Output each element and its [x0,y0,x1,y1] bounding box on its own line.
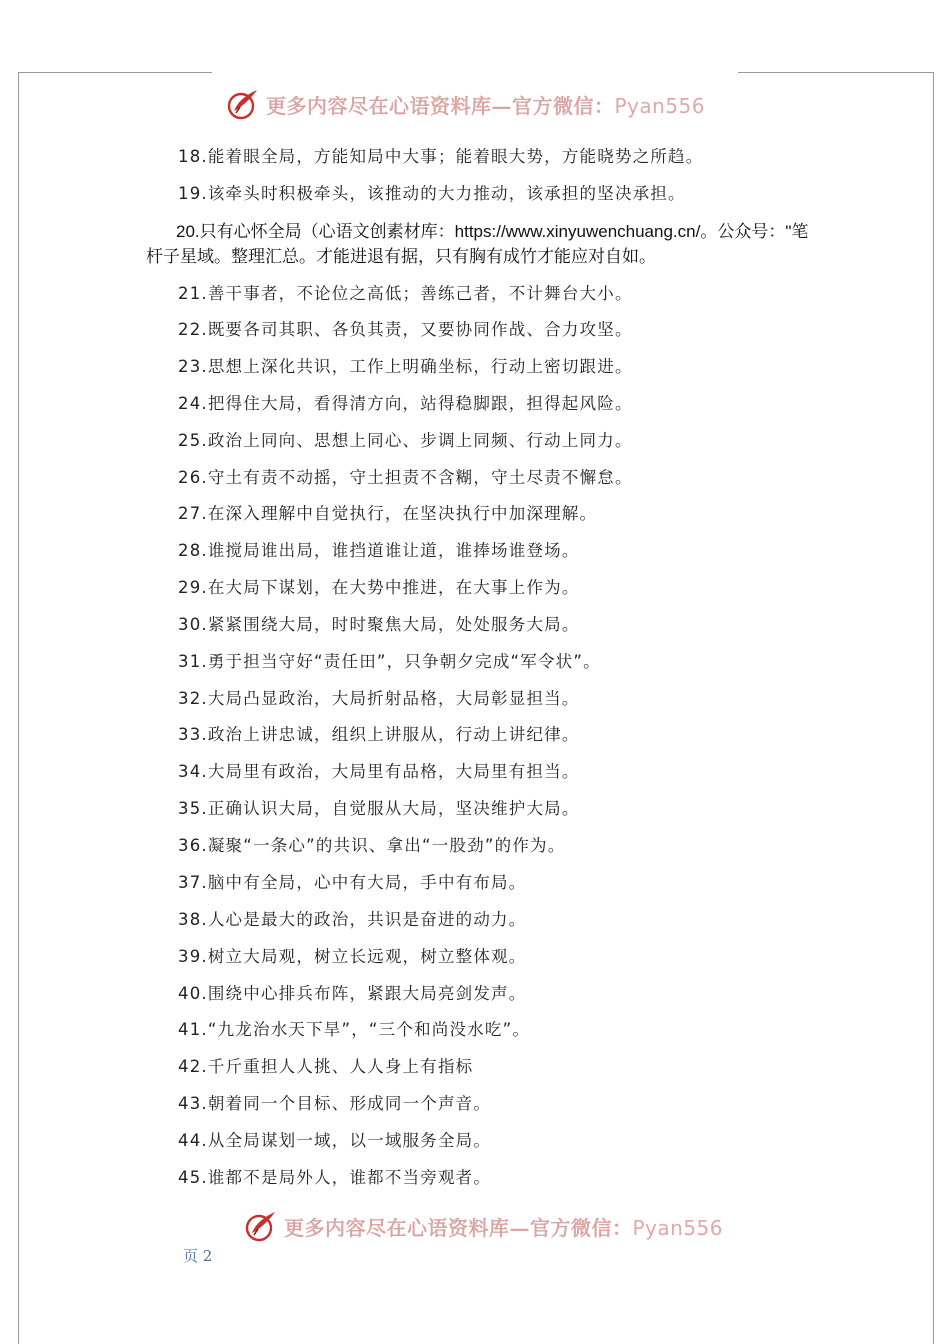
list-item: 32.大局凸显政治，大局折射品格，大局彰显担当。 [178,689,580,708]
footer-banner [0,1206,950,1246]
header-banner [0,84,950,124]
pen-logo-icon [244,1209,278,1243]
page-border-left [18,72,19,1344]
list-item: 35.正确认识大局，自觉服从大局，坚决维护大局。 [178,799,580,818]
list-item: 43.朝着同一个目标、形成同一个声音。 [178,1094,492,1113]
list-item: 41.“九龙治水天下旱”，“三个和尚没水吃”。 [178,1020,531,1039]
list-item: 40.围绕中心排兵布阵，紧跟大局亮剑发声。 [178,984,527,1003]
list-item: 21.善干事者，不论位之高低；善练己者，不计舞台大小。 [178,284,633,303]
list-item: 38.人心是最大的政治，共识是奋进的动力。 [178,910,527,929]
list-item: 25.政治上同向、思想上同心、步调上同频、行动上同力。 [178,431,633,450]
list-item: 44.从全局谋划一域，以一域服务全局。 [178,1131,492,1150]
list-item: 23.思想上深化共识，工作上明确坐标，行动上密切跟进。 [178,357,633,376]
list-item: 19.该牵头时积极牵头，该推动的大力推动，该承担的坚决承担。 [178,184,686,203]
list-item: 34.大局里有政治，大局里有品格，大局里有担当。 [178,762,580,781]
list-item: 18.能着眼全局，方能知局中大事；能着眼大势，方能晓势之所趋。 [178,147,704,166]
page-border-top-left [18,72,212,73]
list-item: 24.把得住大局，看得清方向，站得稳脚跟，担得起风险。 [178,394,633,413]
list-item: 45.谁都不是局外人，谁都不当旁观者。 [178,1168,492,1187]
page-border-top-right [738,72,933,73]
list-item: 31.勇于担当守好“责任田”，只争朝夕完成“军令状”。 [178,652,601,671]
banner-text: 更多内容尽在心语资料库—官方微信：Pyan556 [266,93,706,118]
list-item: 28.谁搅局谁出局，谁挡道谁让道，谁捧场谁登场。 [178,541,580,560]
page-number: 页 2 [183,1247,213,1265]
list-item: 33.政治上讲忠诚，组织上讲服从，行动上讲纪律。 [178,725,580,744]
list-item: 27.在深入理解中自觉执行，在坚决执行中加深理解。 [178,504,598,523]
list-item: 37.脑中有全局，心中有大局，手中有布局。 [178,873,527,892]
list-item: 22.既要各司其职、各负其责，又要协同作战、合力攻坚。 [178,320,633,339]
banner-text: 更多内容尽在心语资料库—官方微信：Pyan556 [284,1215,724,1240]
list-item: 36.凝聚“一条心”的共识、拿出“一股劲”的作为。 [178,836,566,855]
list-item: 30.紧紧围绕大局，时时聚焦大局，处处服务大局。 [178,615,580,634]
list-item: 26.守土有责不动摇，守土担责不含糊，守土尽责不懈怠。 [178,468,633,487]
list-item: 29.在大局下谋划，在大势中推进，在大事上作为。 [178,578,580,597]
list-item: 42.千斤重担人人挑、人人身上有指标 [178,1057,474,1076]
pen-logo-icon [226,87,260,121]
page-border-right [933,72,934,1344]
list-item: 39.树立大局观，树立长远观，树立整体观。 [178,947,527,966]
list-item-20: 20.只有心怀全局（心语文创素材库：https://www.xinyuwenchuang.cn/。公众号："笔杆子星域。整理汇总。才能进退有据，只有胸有成竹才能应对自如。 [146,222,809,266]
